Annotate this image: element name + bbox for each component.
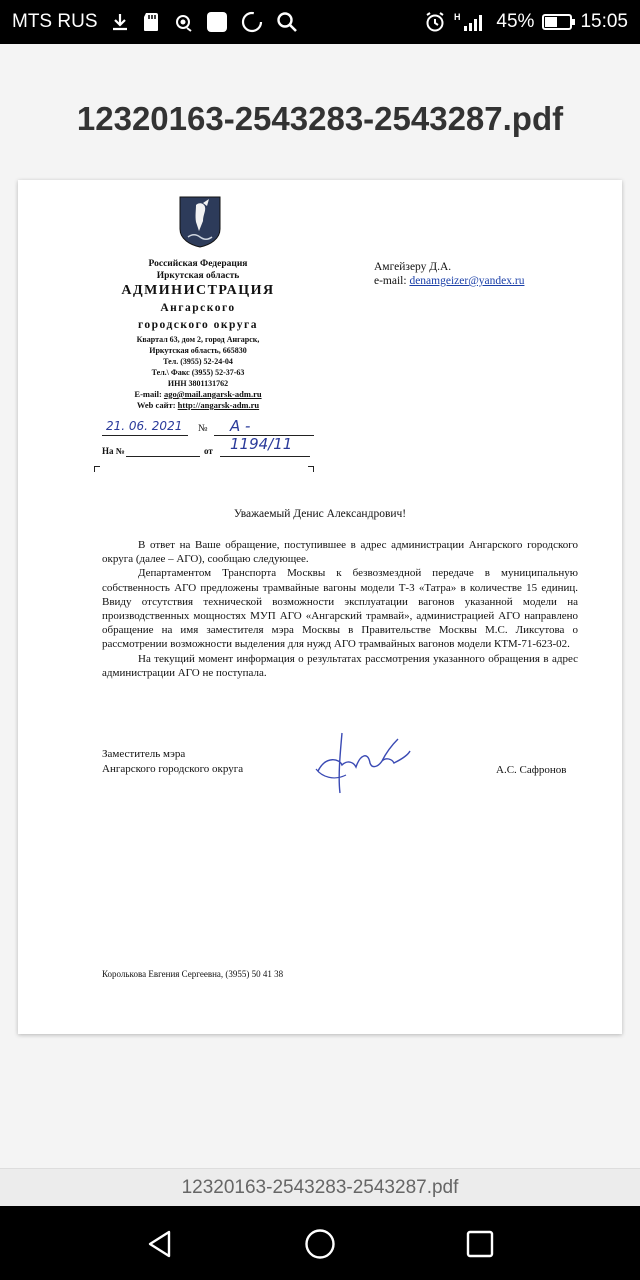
letterhead-postal: Иркутская область, 665830 bbox=[149, 346, 247, 355]
search-icon bbox=[276, 11, 298, 33]
battery-percent: 45% bbox=[496, 11, 535, 32]
registration-date: 21. 06. 2021 bbox=[106, 419, 183, 433]
letterhead-web-row bbox=[98, 400, 298, 411]
download-icon bbox=[110, 12, 130, 32]
home-circle-icon bbox=[304, 1228, 336, 1260]
addressee-email-label: e-mail: bbox=[374, 275, 407, 287]
coat-of-arms-icon bbox=[178, 195, 222, 249]
signer-name: А.С. Сафронов bbox=[496, 764, 567, 776]
body-paragraph: На текущий момент информация о результатах рассмотрения указанного обращения в адрес администрации АГО не поступала. bbox=[102, 652, 578, 679]
battery-icon bbox=[542, 14, 572, 30]
signer-title-line: Ангарского городского округа bbox=[102, 762, 244, 775]
recent-apps-button[interactable] bbox=[460, 1224, 500, 1264]
letterhead-phone: Тел. (3955) 52-24-04 bbox=[163, 357, 233, 366]
addressee-email-link[interactable]: denamgeizer@yandex.ru bbox=[409, 275, 525, 287]
clock: 15:05 bbox=[580, 11, 628, 32]
corner-mark bbox=[308, 466, 314, 472]
addressee-email-row bbox=[374, 274, 524, 288]
status-bar bbox=[0, 0, 640, 44]
hotspot-icon bbox=[172, 12, 194, 32]
greeting: Уважаемый Денис Александрович! bbox=[233, 508, 407, 520]
letterhead-fax: Тел.\ Факс (3955) 52-37-63 bbox=[151, 368, 245, 377]
letterhead-city: Ангарского bbox=[160, 302, 236, 314]
letterhead-region: Иркутская область bbox=[156, 271, 240, 281]
ot-line bbox=[220, 456, 310, 457]
sd-card-icon bbox=[142, 12, 160, 32]
date-line bbox=[102, 435, 188, 436]
letterhead-email-row bbox=[98, 389, 298, 400]
addressee-block bbox=[374, 260, 524, 288]
ot-label: от bbox=[204, 446, 213, 456]
letterhead-org: АДМИНИСТРАЦИЯ bbox=[121, 283, 275, 298]
na-line bbox=[126, 456, 200, 457]
back-button[interactable] bbox=[140, 1224, 180, 1264]
signal-icon bbox=[454, 11, 488, 33]
letterhead-district: городского округа bbox=[137, 319, 259, 331]
addressee-name: Амгейзеру Д.А. bbox=[374, 261, 452, 273]
document-page[interactable] bbox=[18, 180, 622, 1034]
letterhead-inn: ИНН 3801131762 bbox=[167, 379, 229, 388]
recent-apps-square-icon bbox=[465, 1229, 495, 1259]
back-triangle-icon bbox=[145, 1229, 175, 1259]
letterhead-email-link[interactable]: ago@mail.angarsk-adm.ru bbox=[163, 389, 262, 399]
handwritten-signature bbox=[312, 725, 412, 799]
home-button[interactable] bbox=[300, 1224, 340, 1264]
svg-text:H: H bbox=[454, 12, 461, 22]
app-notification-icon bbox=[206, 11, 228, 33]
letterhead-web-label: Web сайт: bbox=[136, 400, 176, 410]
body-paragraph: Департаментом Транспорта Москвы к безвозмездной передаче в муниципальную собственность АГО предложены трамвайные вагоны модели Т-3 «Татра» в количестве 15 единиц. Ввиду отсутствия технической возможности эксплуатации вагонов указанной модели на производственных мощностях МУП АГО «Ангарский трамвай», администрацией АГО направлено обращение на имя заместителя мэра Москвы в Правительстве Москвы М.С. Ликсутова о рассмотрении возможности выделения для нужд АГО трамвайных вагонов модели КТМ-71-623-02. bbox=[102, 567, 578, 651]
letterhead-email-label: E-mail: bbox=[134, 389, 162, 399]
navigation-bar bbox=[0, 1206, 640, 1280]
letter-body bbox=[102, 538, 578, 680]
letterhead-address: Квартал 63, дом 2, город Ангарск, bbox=[136, 335, 260, 344]
letterhead-country: Российская Федерация bbox=[148, 259, 248, 269]
alarm-icon bbox=[424, 11, 446, 33]
carrier-name: MTS RUS bbox=[12, 11, 98, 32]
letterhead-web-link[interactable]: http://angarsk-adm.ru bbox=[177, 400, 260, 410]
number-line bbox=[214, 435, 314, 436]
signer-title-line: Заместитель мэра bbox=[102, 748, 186, 760]
executor-note: Королькова Евгения Сергеевна, (3955) 50 41 38 bbox=[102, 969, 284, 979]
filename-bar: 12320163-2543283-2543287.pdf bbox=[0, 1168, 640, 1206]
registration-number: А - 1194/11 bbox=[230, 417, 293, 453]
na-label: На № bbox=[102, 446, 125, 456]
corner-mark bbox=[94, 466, 100, 472]
sync-icon bbox=[240, 10, 264, 34]
number-label: № bbox=[198, 423, 208, 434]
signer-title bbox=[102, 747, 243, 776]
document-title: 12320163-2543283-2543287.pdf bbox=[76, 100, 564, 137]
letterhead bbox=[98, 258, 298, 411]
body-paragraph: В ответ на Ваше обращение, поступившее в адрес администрации Ангарского городского округа (далее – АГО), сообщаю следующее. bbox=[102, 539, 578, 566]
reference-row bbox=[102, 446, 312, 460]
